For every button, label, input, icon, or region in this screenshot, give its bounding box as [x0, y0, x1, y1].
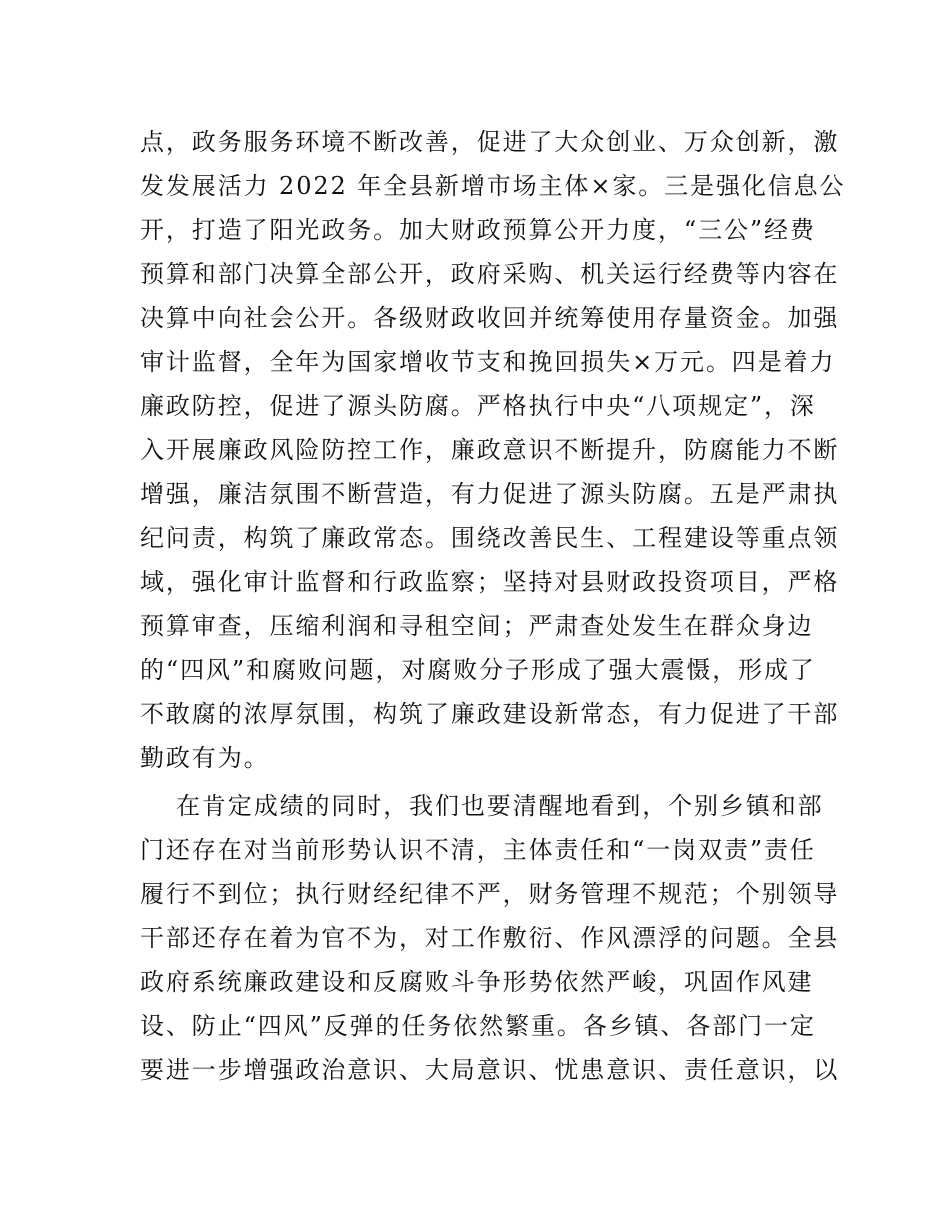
text-line: 政府系统廉政建设和反腐败斗争形势依然严峻，巩固作风建 — [140, 968, 814, 996]
text-line: 决算中向社会公开。各级财政收回并统筹使用存量资金。加强 — [140, 304, 840, 332]
text-line: 在肯定成绩的同时，我们也要清醒地看到，个别乡镇和部 — [176, 792, 824, 820]
text-line: 点，政务服务环境不断改善，促进了大众创业、万众创新，激 — [140, 128, 840, 156]
text-line: 干部还存在着为官不为，对工作敷衍、作风漂浮的问题。全县 — [140, 924, 840, 952]
paragraph-2 — [140, 784, 840, 1092]
text-line: 开，打造了阳光政务。加大财政预算公开力度，“三公”经费 — [140, 216, 816, 244]
text-line: 发发展活力 2022 年全县新增市场主体×家。三是强化信息公 — [140, 172, 846, 200]
text-line: 预算审查，压缩利润和寻租空间；严肃查处发生在群众身边 — [140, 612, 814, 640]
text-line: 纪问责，构筑了廉政常态。围绕改善民生、工程建设等重点领 — [140, 524, 840, 552]
text-line: 廉政防控，促进了源头防腐。严格执行中央“八项规定”，深 — [140, 392, 816, 420]
text-line: 门还存在对当前形势认识不清，主体责任和“一岗双责”责任 — [140, 836, 816, 864]
text-line: 的“四风”和腐败问题，对腐败分子形成了强大震慑，形成了 — [140, 656, 816, 684]
text-line: 履行不到位；执行财经纪律不严，财务管理不规范；个别领导 — [140, 880, 840, 908]
text-line: 要进一步增强政治意识、大局意识、忧患意识、责任意识，以 — [140, 1056, 840, 1084]
text-line: 入开展廉政风险防控工作，廉政意识不断提升，防腐能力不断 — [140, 436, 840, 464]
text-line: 设、防止“四风”反弹的任务依然繁重。各乡镇、各部门一定 — [140, 1012, 816, 1040]
text-line: 审计监督，全年为国家增收节支和挽回损失×万元。四是着力 — [140, 348, 836, 376]
text-line: 增强，廉洁氛围不断营造，有力促进了源头防腐。五是严肃执 — [140, 480, 840, 508]
text-line: 不敢腐的浓厚氛围，构筑了廉政建设新常态，有力促进了干部 — [140, 700, 840, 728]
paragraph-1 — [140, 120, 846, 780]
text-line: 域，强化审计监督和行政监察；坚持对县财政投资项目，严格 — [140, 568, 840, 596]
text-line: 预算和部门决算全部公开，政府采购、机关运行经费等内容在 — [140, 260, 840, 288]
text-line: 勤政有为。 — [140, 744, 270, 772]
